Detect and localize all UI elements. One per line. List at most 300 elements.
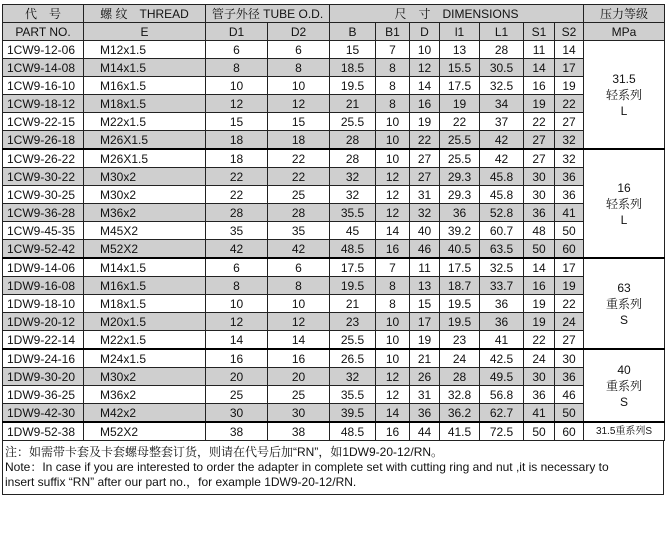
cell-d: 21 bbox=[410, 349, 440, 368]
cell-thread: M16x1.5 bbox=[84, 277, 206, 295]
cell-l1: 37 bbox=[480, 113, 524, 131]
spec-table bbox=[2, 4, 665, 441]
cell-s2: 50 bbox=[555, 404, 584, 423]
cell-b1: 14 bbox=[376, 222, 410, 240]
cell-s2: 24 bbox=[555, 313, 584, 331]
pressure-class-line: 40 bbox=[617, 362, 631, 377]
cell-part-no: 1CW9-36-28 bbox=[3, 204, 84, 222]
cell-part-no: 1DW9-18-10 bbox=[3, 295, 84, 313]
cell-part-no: 1DW9-30-20 bbox=[3, 368, 84, 386]
header-d: D bbox=[410, 23, 440, 41]
cell-s1: 16 bbox=[524, 77, 555, 95]
cell-thread: M36x2 bbox=[84, 386, 206, 404]
cell-b: 28 bbox=[330, 131, 376, 150]
header-s2: S2 bbox=[555, 23, 584, 41]
cell-d2: 38 bbox=[268, 422, 330, 441]
pressure-class-cell bbox=[584, 41, 665, 150]
cell-b1: 7 bbox=[376, 41, 410, 59]
cell-part-no: 1CW9-18-12 bbox=[3, 95, 84, 113]
cell-l1: 42 bbox=[480, 149, 524, 168]
cell-d2: 12 bbox=[268, 313, 330, 331]
cell-s1: 41 bbox=[524, 404, 555, 423]
cell-b: 23 bbox=[330, 313, 376, 331]
cell-l1-lower: 32.8 bbox=[440, 386, 480, 404]
cell-part-no: 1CW9-26-22 bbox=[3, 149, 84, 168]
cell-thread: M14x1.5 bbox=[84, 258, 206, 277]
cell-l1: 34 bbox=[480, 95, 524, 113]
cell-d1: 38 bbox=[206, 422, 268, 441]
cell-b1: 10 bbox=[376, 149, 410, 168]
cell-l1-lower: 25.5 bbox=[440, 131, 480, 150]
cell-b1: 8 bbox=[376, 95, 410, 113]
table-row bbox=[3, 168, 665, 186]
cell-b: 35.5 bbox=[330, 386, 376, 404]
cell-l1-lower: 17.5 bbox=[440, 77, 480, 95]
cell-l1-lower: 25.5 bbox=[440, 149, 480, 168]
cell-part-no: 1CW9-30-22 bbox=[3, 168, 84, 186]
cell-d: 22 bbox=[410, 131, 440, 150]
cell-l1: 42 bbox=[480, 131, 524, 150]
cell-d1: 20 bbox=[206, 368, 268, 386]
cell-s2: 60 bbox=[555, 422, 584, 441]
cell-d1: 35 bbox=[206, 222, 268, 240]
cell-part-no: 1CW9-14-08 bbox=[3, 59, 84, 77]
cell-d: 40 bbox=[410, 222, 440, 240]
cell-l1-lower: 23 bbox=[440, 331, 480, 350]
cell-part-no: 1CW9-16-10 bbox=[3, 77, 84, 95]
cell-d: 16 bbox=[410, 95, 440, 113]
cell-s1: 30 bbox=[524, 168, 555, 186]
table-row bbox=[3, 59, 665, 77]
cell-thread: M52X2 bbox=[84, 240, 206, 259]
cell-b1: 12 bbox=[376, 368, 410, 386]
cell-d2: 14 bbox=[268, 331, 330, 350]
table-row bbox=[3, 295, 665, 313]
cell-b: 19.5 bbox=[330, 277, 376, 295]
cell-d1: 8 bbox=[206, 277, 268, 295]
cell-part-no: 1CW9-45-35 bbox=[3, 222, 84, 240]
cell-l1-lower: 17.5 bbox=[440, 258, 480, 277]
cell-thread: M36x2 bbox=[84, 204, 206, 222]
cell-d2: 25 bbox=[268, 386, 330, 404]
cell-part-no: 1CW9-12-06 bbox=[3, 41, 84, 59]
pressure-class-line: S bbox=[620, 312, 629, 327]
cell-s2: 32 bbox=[555, 131, 584, 150]
cell-d: 27 bbox=[410, 149, 440, 168]
cell-l1: 60.7 bbox=[480, 222, 524, 240]
cell-s1: 22 bbox=[524, 113, 555, 131]
cell-part-no: 1DW9-20-12 bbox=[3, 313, 84, 331]
pressure-class-line: 轻系列 bbox=[606, 87, 643, 102]
cell-l1: 49.5 bbox=[480, 368, 524, 386]
cell-thread: M30x2 bbox=[84, 368, 206, 386]
pressure-class-line: 31.5重系列S bbox=[595, 425, 653, 437]
cell-d2: 22 bbox=[268, 168, 330, 186]
pressure-class-line: 重系列 bbox=[606, 378, 643, 393]
cell-thread: M22x1.5 bbox=[84, 331, 206, 350]
cell-d2: 15 bbox=[268, 113, 330, 131]
cell-l1: 30.5 bbox=[480, 59, 524, 77]
cell-s1: 27 bbox=[524, 149, 555, 168]
cell-b: 17.5 bbox=[330, 258, 376, 277]
cell-l1: 56.8 bbox=[480, 386, 524, 404]
cell-s2: 27 bbox=[555, 113, 584, 131]
table-row bbox=[3, 422, 665, 441]
cell-b: 32 bbox=[330, 368, 376, 386]
cell-b: 48.5 bbox=[330, 422, 376, 441]
cell-part-no: 1CW9-26-18 bbox=[3, 131, 84, 150]
cell-l1: 42.5 bbox=[480, 349, 524, 368]
cell-l1: 33.7 bbox=[480, 277, 524, 295]
cell-d2: 16 bbox=[268, 349, 330, 368]
cell-s1: 24 bbox=[524, 349, 555, 368]
cell-d2: 28 bbox=[268, 204, 330, 222]
cell-b1: 16 bbox=[376, 240, 410, 259]
cell-l1: 32.5 bbox=[480, 77, 524, 95]
cell-part-no: 1DW9-42-30 bbox=[3, 404, 84, 423]
cell-thread: M16x1.5 bbox=[84, 77, 206, 95]
cell-d1: 22 bbox=[206, 186, 268, 204]
cell-s2: 32 bbox=[555, 149, 584, 168]
table-row bbox=[3, 113, 665, 131]
cell-s2: 19 bbox=[555, 77, 584, 95]
cell-b: 39.5 bbox=[330, 404, 376, 423]
cell-thread: M18x1.5 bbox=[84, 295, 206, 313]
cell-thread: M12x1.5 bbox=[84, 41, 206, 59]
cell-d1: 10 bbox=[206, 77, 268, 95]
cell-l1-lower: 19.5 bbox=[440, 313, 480, 331]
cell-thread: M26X1.5 bbox=[84, 149, 206, 168]
pressure-class-line: L bbox=[620, 212, 628, 227]
cell-d1: 22 bbox=[206, 168, 268, 186]
cell-d2: 42 bbox=[268, 240, 330, 259]
cell-d2: 20 bbox=[268, 368, 330, 386]
cell-d2: 18 bbox=[268, 131, 330, 150]
cell-s2: 36 bbox=[555, 168, 584, 186]
cell-l1-lower: 39.2 bbox=[440, 222, 480, 240]
header-dimensions: 尺 寸 DIMENSIONS bbox=[330, 5, 584, 23]
cell-b1: 10 bbox=[376, 113, 410, 131]
cell-d1: 30 bbox=[206, 404, 268, 423]
note-cn: 注：如需带卡套及卡套螺母整套订货，则请在代号后加“RN”，如1DW9-20-12/RN。 bbox=[5, 445, 444, 459]
table-row bbox=[3, 386, 665, 404]
cell-thread: M45X2 bbox=[84, 222, 206, 240]
header-thread: 螺 纹 THREAD bbox=[84, 5, 206, 23]
table-body bbox=[3, 41, 665, 441]
cell-l1-lower: 13 bbox=[440, 41, 480, 59]
cell-s2: 36 bbox=[555, 368, 584, 386]
cell-d1: 12 bbox=[206, 313, 268, 331]
cell-d: 12 bbox=[410, 59, 440, 77]
cell-d2: 6 bbox=[268, 41, 330, 59]
cell-l1-lower: 22 bbox=[440, 113, 480, 131]
cell-l1: 52.8 bbox=[480, 204, 524, 222]
table-row bbox=[3, 95, 665, 113]
header-thread-e: E bbox=[84, 23, 206, 41]
cell-d1: 25 bbox=[206, 386, 268, 404]
cell-b1: 12 bbox=[376, 186, 410, 204]
cell-b1: 8 bbox=[376, 77, 410, 95]
header-l1-lower: l1 bbox=[440, 23, 480, 41]
cell-s2: 50 bbox=[555, 222, 584, 240]
cell-d1: 8 bbox=[206, 59, 268, 77]
cell-b1: 16 bbox=[376, 422, 410, 441]
cell-part-no: 1DW9-36-25 bbox=[3, 386, 84, 404]
cell-s2: 30 bbox=[555, 349, 584, 368]
cell-s1: 27 bbox=[524, 131, 555, 150]
cell-d1: 6 bbox=[206, 258, 268, 277]
cell-b1: 10 bbox=[376, 349, 410, 368]
cell-b: 25.5 bbox=[330, 113, 376, 131]
cell-l1: 72.5 bbox=[480, 422, 524, 441]
cell-d: 31 bbox=[410, 386, 440, 404]
cell-b1: 8 bbox=[376, 295, 410, 313]
cell-d2: 22 bbox=[268, 149, 330, 168]
cell-d1: 6 bbox=[206, 41, 268, 59]
pressure-class-cell bbox=[584, 258, 665, 349]
cell-thread: M30x2 bbox=[84, 186, 206, 204]
cell-s1: 30 bbox=[524, 186, 555, 204]
cell-d2: 25 bbox=[268, 186, 330, 204]
cell-s2: 41 bbox=[555, 204, 584, 222]
cell-part-no: 1DW9-22-14 bbox=[3, 331, 84, 350]
cell-part-no: 1DW9-14-06 bbox=[3, 258, 84, 277]
cell-b1: 12 bbox=[376, 386, 410, 404]
cell-l1-lower: 15.5 bbox=[440, 59, 480, 77]
cell-b1: 7 bbox=[376, 258, 410, 277]
cell-s1: 14 bbox=[524, 59, 555, 77]
cell-s2: 36 bbox=[555, 186, 584, 204]
cell-d: 19 bbox=[410, 113, 440, 131]
cell-s1: 50 bbox=[524, 240, 555, 259]
header-code-cn: 代 号 bbox=[3, 5, 84, 23]
pressure-class-line: 31.5 bbox=[612, 71, 636, 86]
cell-l1: 45.8 bbox=[480, 186, 524, 204]
cell-thread: M52X2 bbox=[84, 422, 206, 441]
cell-l1-lower: 36.2 bbox=[440, 404, 480, 423]
cell-d: 10 bbox=[410, 41, 440, 59]
spec-table-container bbox=[2, 4, 664, 495]
header-l1: L1 bbox=[480, 23, 524, 41]
cell-d1: 28 bbox=[206, 204, 268, 222]
header-d2: D2 bbox=[268, 23, 330, 41]
header-b: B bbox=[330, 23, 376, 41]
table-row bbox=[3, 222, 665, 240]
header-pressure-cn: 压力等级 bbox=[584, 5, 665, 23]
table-row bbox=[3, 77, 665, 95]
cell-d: 44 bbox=[410, 422, 440, 441]
cell-s1: 14 bbox=[524, 258, 555, 277]
cell-s1: 36 bbox=[524, 386, 555, 404]
cell-thread: M26X1.5 bbox=[84, 131, 206, 150]
cell-thread: M22x1.5 bbox=[84, 113, 206, 131]
table-row bbox=[3, 149, 665, 168]
cell-d: 46 bbox=[410, 240, 440, 259]
pressure-class-cell bbox=[584, 149, 665, 258]
table-row bbox=[3, 331, 665, 350]
cell-s1: 19 bbox=[524, 295, 555, 313]
cell-s1: 19 bbox=[524, 313, 555, 331]
cell-part-no: 1CW9-22-15 bbox=[3, 113, 84, 131]
cell-l1: 32.5 bbox=[480, 258, 524, 277]
cell-d: 15 bbox=[410, 295, 440, 313]
pressure-class-line: 16 bbox=[617, 180, 631, 195]
pressure-class-line: 63 bbox=[617, 280, 631, 295]
table-row bbox=[3, 131, 665, 150]
cell-l1: 36 bbox=[480, 295, 524, 313]
cell-d1: 10 bbox=[206, 295, 268, 313]
cell-b: 32 bbox=[330, 186, 376, 204]
cell-b1: 8 bbox=[376, 59, 410, 77]
cell-s2: 14 bbox=[555, 41, 584, 59]
cell-d: 27 bbox=[410, 168, 440, 186]
cell-b: 48.5 bbox=[330, 240, 376, 259]
cell-d: 14 bbox=[410, 77, 440, 95]
cell-d1: 14 bbox=[206, 331, 268, 350]
pressure-class-line: 轻系列 bbox=[606, 196, 643, 211]
table-header bbox=[3, 5, 665, 41]
cell-b: 25.5 bbox=[330, 331, 376, 350]
table-row bbox=[3, 368, 665, 386]
cell-b1: 10 bbox=[376, 131, 410, 150]
cell-thread: M18x1.5 bbox=[84, 95, 206, 113]
table-row bbox=[3, 404, 665, 423]
cell-l1-lower: 19.5 bbox=[440, 295, 480, 313]
pressure-class-line: 重系列 bbox=[606, 296, 643, 311]
cell-b: 18.5 bbox=[330, 59, 376, 77]
cell-l1: 45.8 bbox=[480, 168, 524, 186]
cell-d1: 18 bbox=[206, 131, 268, 150]
pressure-class-cell bbox=[584, 349, 665, 422]
cell-l1-lower: 18.7 bbox=[440, 277, 480, 295]
cell-b: 45 bbox=[330, 222, 376, 240]
cell-part-no: 1DW9-16-08 bbox=[3, 277, 84, 295]
cell-l1: 36 bbox=[480, 313, 524, 331]
cell-d1: 16 bbox=[206, 349, 268, 368]
cell-part-no: 1DW9-52-38 bbox=[3, 422, 84, 441]
header-tube-od: 管子外径 TUBE O.D. bbox=[206, 5, 330, 23]
cell-b: 32 bbox=[330, 168, 376, 186]
cell-b1: 10 bbox=[376, 331, 410, 350]
cell-thread: M20x1.5 bbox=[84, 313, 206, 331]
note-en-line1: Note：In case if you are interested to order the adapter in complete set with cutting ring and nut ,it is necessary to bbox=[5, 460, 609, 474]
cell-d: 32 bbox=[410, 204, 440, 222]
cell-s2: 22 bbox=[555, 95, 584, 113]
cell-d: 31 bbox=[410, 186, 440, 204]
cell-l1-lower: 40.5 bbox=[440, 240, 480, 259]
table-row bbox=[3, 240, 665, 259]
cell-l1-lower: 36 bbox=[440, 204, 480, 222]
cell-s1: 30 bbox=[524, 368, 555, 386]
table-row bbox=[3, 277, 665, 295]
table-row bbox=[3, 258, 665, 277]
cell-d: 11 bbox=[410, 258, 440, 277]
cell-l1-lower: 41.5 bbox=[440, 422, 480, 441]
pressure-class-line: L bbox=[620, 103, 628, 118]
table-row bbox=[3, 349, 665, 368]
table-row bbox=[3, 313, 665, 331]
header-part-no: PART NO. bbox=[3, 23, 84, 41]
cell-d2: 12 bbox=[268, 95, 330, 113]
cell-d: 26 bbox=[410, 368, 440, 386]
cell-l1-lower: 29.3 bbox=[440, 168, 480, 186]
cell-d1: 42 bbox=[206, 240, 268, 259]
cell-l1: 28 bbox=[480, 41, 524, 59]
header-s1: S1 bbox=[524, 23, 555, 41]
cell-s2: 60 bbox=[555, 240, 584, 259]
cell-l1-lower: 28 bbox=[440, 368, 480, 386]
cell-d: 36 bbox=[410, 404, 440, 423]
cell-d1: 18 bbox=[206, 149, 268, 168]
cell-l1-lower: 24 bbox=[440, 349, 480, 368]
cell-part-no: 1DW9-24-16 bbox=[3, 349, 84, 368]
cell-b1: 12 bbox=[376, 204, 410, 222]
cell-b: 35.5 bbox=[330, 204, 376, 222]
cell-s1: 19 bbox=[524, 95, 555, 113]
cell-b1: 12 bbox=[376, 168, 410, 186]
cell-thread: M14x1.5 bbox=[84, 59, 206, 77]
cell-thread: M24x1.5 bbox=[84, 349, 206, 368]
cell-s2: 19 bbox=[555, 277, 584, 295]
cell-b: 28 bbox=[330, 149, 376, 168]
cell-b: 19.5 bbox=[330, 77, 376, 95]
cell-b: 21 bbox=[330, 95, 376, 113]
cell-d: 19 bbox=[410, 331, 440, 350]
cell-s1: 16 bbox=[524, 277, 555, 295]
cell-s1: 48 bbox=[524, 222, 555, 240]
cell-d2: 8 bbox=[268, 59, 330, 77]
note-en-line2: insert suffix “RN” after our part no.，for example 1DW9-20-12/RN. bbox=[5, 475, 357, 489]
header-b1: B1 bbox=[376, 23, 410, 41]
cell-d: 13 bbox=[410, 277, 440, 295]
pressure-class-line: S bbox=[620, 394, 629, 409]
cell-s1: 22 bbox=[524, 331, 555, 350]
cell-d2: 10 bbox=[268, 77, 330, 95]
cell-b1: 8 bbox=[376, 277, 410, 295]
cell-l1-lower: 29.3 bbox=[440, 186, 480, 204]
cell-d2: 10 bbox=[268, 295, 330, 313]
cell-b: 26.5 bbox=[330, 349, 376, 368]
header-pressure-unit: MPa bbox=[584, 23, 665, 41]
cell-s2: 46 bbox=[555, 386, 584, 404]
cell-part-no: 1CW9-52-42 bbox=[3, 240, 84, 259]
cell-b: 21 bbox=[330, 295, 376, 313]
cell-d1: 15 bbox=[206, 113, 268, 131]
header-d1: D1 bbox=[206, 23, 268, 41]
cell-b1: 14 bbox=[376, 404, 410, 423]
cell-l1-lower: 19 bbox=[440, 95, 480, 113]
cell-d: 17 bbox=[410, 313, 440, 331]
cell-b1: 10 bbox=[376, 313, 410, 331]
cell-l1: 62.7 bbox=[480, 404, 524, 423]
cell-s2: 17 bbox=[555, 258, 584, 277]
cell-s1: 11 bbox=[524, 41, 555, 59]
notes bbox=[2, 441, 664, 495]
cell-s2: 27 bbox=[555, 331, 584, 350]
cell-thread: M42x2 bbox=[84, 404, 206, 423]
pressure-class-cell bbox=[584, 422, 665, 441]
cell-d2: 6 bbox=[268, 258, 330, 277]
table-row bbox=[3, 186, 665, 204]
cell-s2: 22 bbox=[555, 295, 584, 313]
cell-s1: 50 bbox=[524, 422, 555, 441]
cell-l1: 41 bbox=[480, 331, 524, 350]
cell-d2: 8 bbox=[268, 277, 330, 295]
table-row bbox=[3, 41, 665, 59]
cell-thread: M30x2 bbox=[84, 168, 206, 186]
cell-d1: 12 bbox=[206, 95, 268, 113]
cell-part-no: 1CW9-30-25 bbox=[3, 186, 84, 204]
